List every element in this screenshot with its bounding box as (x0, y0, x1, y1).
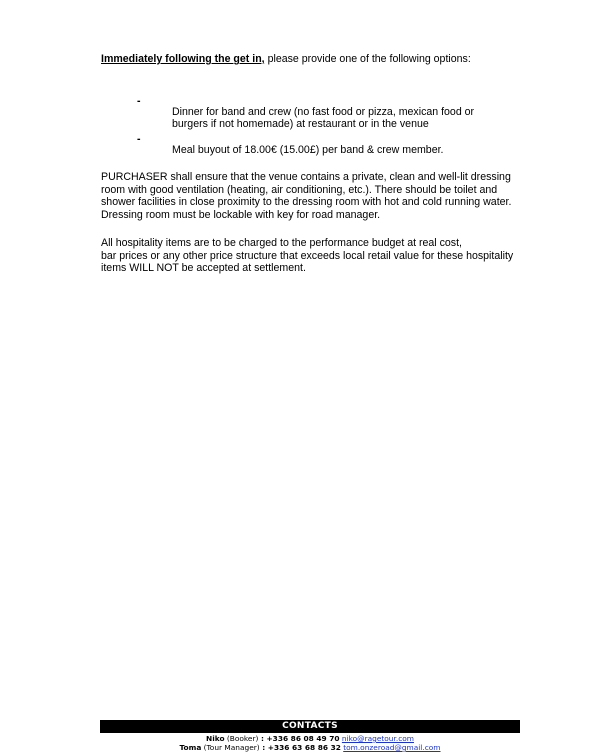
options-intro-lead: Immediately following the get in, (101, 53, 265, 65)
dressing-room-paragraph: PURCHASER shall ensure that the venue contains a private, clean and well-lit dressing room with good ventilation (heating, air conditioning, etc.). There should be toilet and shower facilities in close proximity to the dressing room with hot and cold running water. Dressing room must be lockable with key for road manager. (101, 171, 512, 221)
contact-email-link[interactable]: niko@ragetour.com (341, 734, 414, 743)
contact-phone: +336 86 08 49 70 (266, 734, 340, 743)
contact-role: (Booker) (226, 734, 259, 743)
option-bullet-buyout: - (137, 133, 141, 145)
option-bullet-dinner: - (137, 95, 141, 107)
hospitality-paragraph (101, 237, 533, 275)
options-intro (101, 53, 533, 66)
contact-role: (Tour Manager) (203, 743, 260, 752)
contact-name: Toma (179, 743, 202, 752)
contacts-header: CONTACTS (100, 720, 520, 733)
option-text-buyout: Meal buyout of 18.00€ (15.00£) per band & crew member. (172, 143, 444, 156)
contact-tour-manager (100, 743, 520, 752)
contact-separator: : (259, 743, 268, 752)
contact-separator: : (258, 734, 267, 743)
contact-email-link[interactable]: tom.onzeroad@gmail.com (343, 743, 441, 752)
contact-name: Niko (206, 734, 225, 743)
options-intro-rest: please provide one of the following options: (264, 53, 471, 65)
hospitality-line-2: bar prices or any other price structure that exceeds local retail value for these hospitality items WILL NOT be accepted at settlement. (101, 249, 514, 275)
hospitality-line-1: All hospitality items are to be charged to the performance budget at real cost, (101, 237, 462, 249)
option-text-dinner: Dinner for band and crew (no fast food or pizza, mexican food or burgers if not homemade) at restaurant or in the venue (172, 105, 475, 131)
contact-booker (100, 734, 520, 743)
contact-phone: +336 63 68 86 32 (267, 743, 341, 752)
